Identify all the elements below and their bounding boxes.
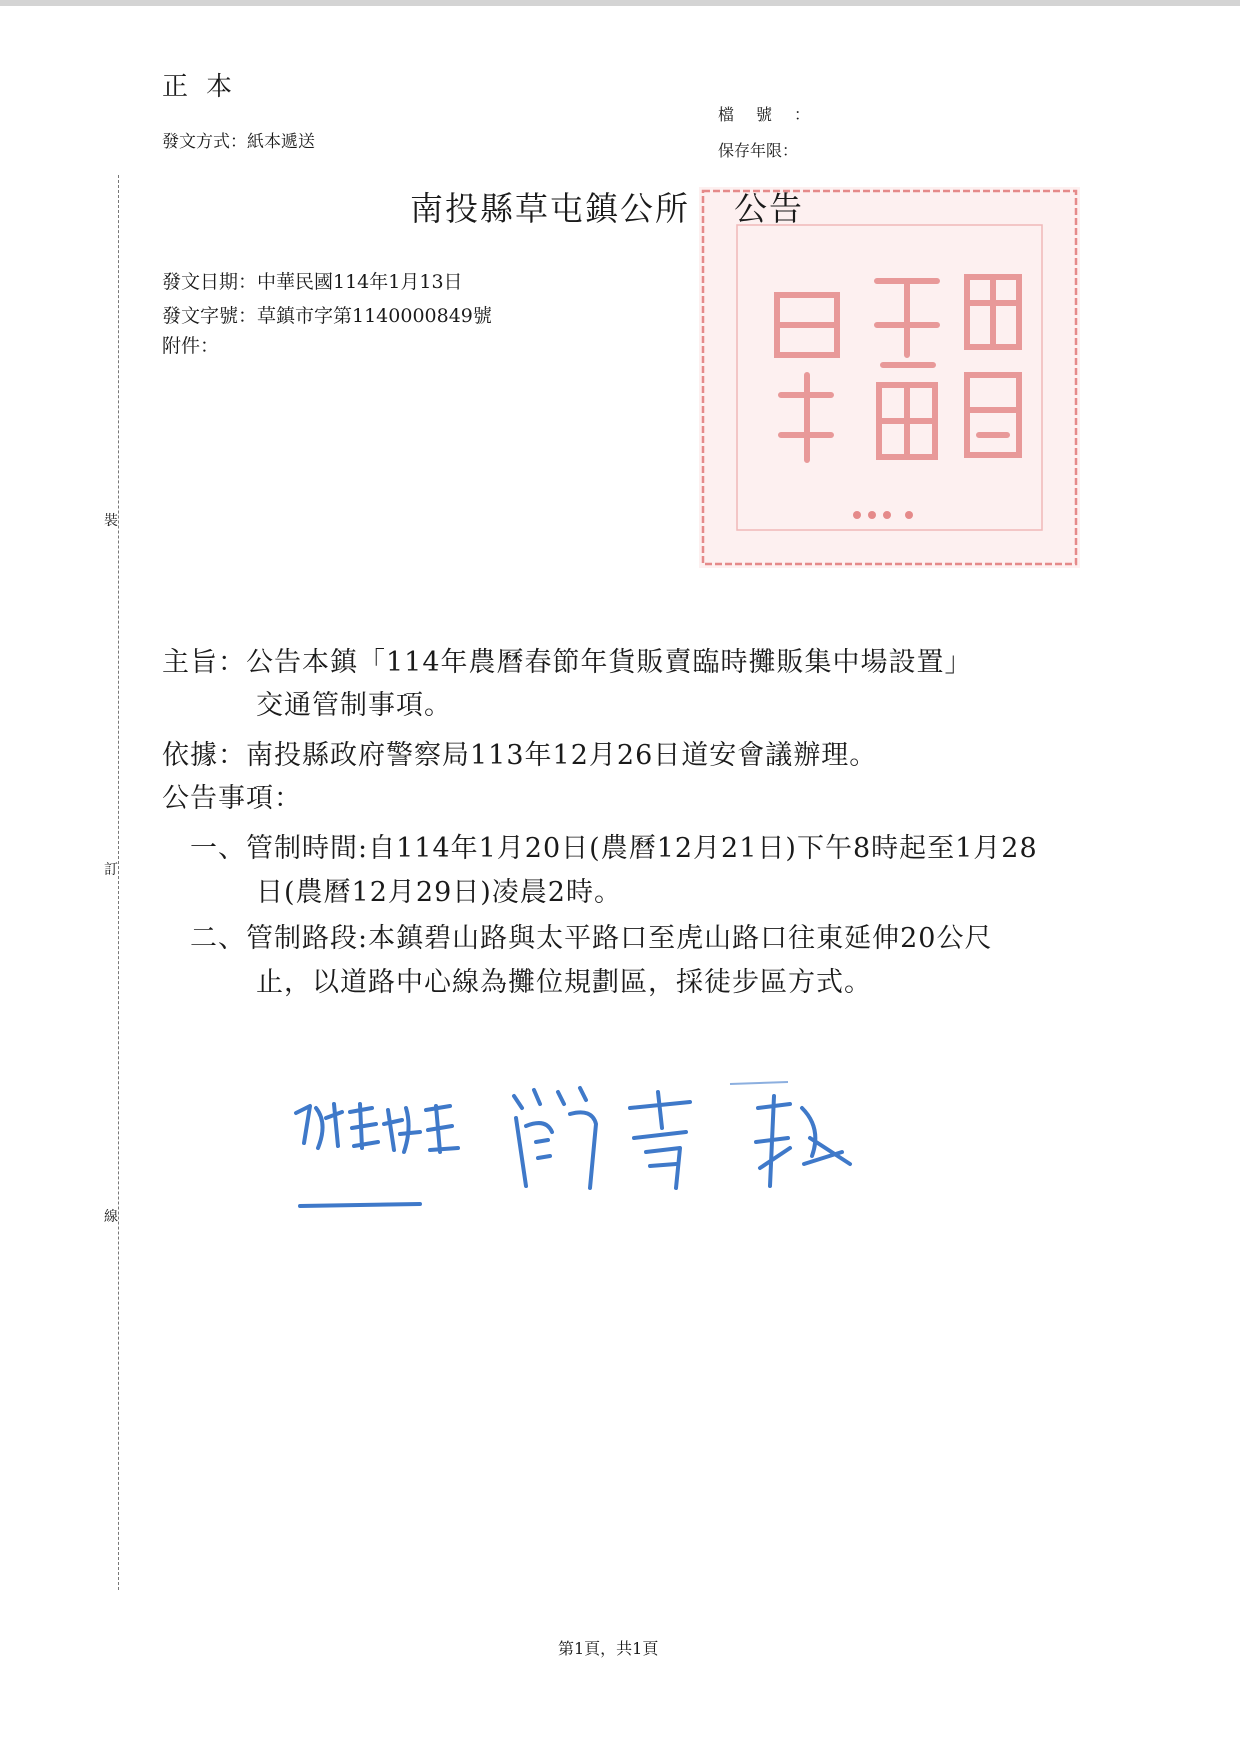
item-2-line-1: 二、管制路段:本鎮碧山路與太平路口至虎山路口往東延伸20公尺 (190, 923, 993, 954)
item-1-line-1: 一、管制時間:自114年1月20日(農曆12月21日)下午8時起至1月28 (190, 833, 1038, 864)
reference-number: 發文字號：草鎮市字第1140000849號 (162, 305, 492, 327)
file-number-colon: ： (794, 105, 811, 124)
item-1-line-2: 日(農曆12月29日)凌晨2時。 (256, 877, 622, 908)
retention-period: 保存年限： (718, 141, 799, 160)
subject-line-1: 主旨：公告本鎮「114年農曆春節年貨販賣臨時攤販集中場設置」 (162, 647, 973, 678)
delivery-method: 發文方式：紙本遞送 (162, 132, 315, 152)
item-2-line-2: 止，以道路中心線為攤位規劃區，採徒步區方式。 (256, 967, 872, 998)
issue-date: 發文日期：中華民國114年1月13日 (162, 271, 463, 293)
copy-type: 正本 (162, 72, 251, 102)
items-heading: 公告事項： (162, 783, 302, 814)
binding-line (118, 175, 119, 1590)
binding-char-ding: 訂 (104, 862, 118, 878)
document-type: 公告 (734, 189, 804, 228)
basis-line: 依據：南投縣政府警察局113年12月26日道安會議辦理。 (162, 740, 878, 771)
file-number-label: 檔號 (718, 105, 795, 124)
document-issuer: 南投縣草屯鎮公所 (410, 189, 690, 228)
attachment-label: 附件： (162, 335, 220, 357)
binding-char-zhuang: 裝 (104, 513, 118, 529)
signature (290, 1068, 880, 1218)
official-seal (697, 185, 1082, 570)
subject-line-2: 交通管制事項。 (256, 690, 452, 721)
binding-char-xian: 線 (104, 1209, 118, 1225)
file-number (718, 102, 810, 125)
page-number: 第1頁，共1頁 (558, 1639, 659, 1658)
document-title (410, 183, 804, 230)
scan-edge (0, 0, 1240, 6)
